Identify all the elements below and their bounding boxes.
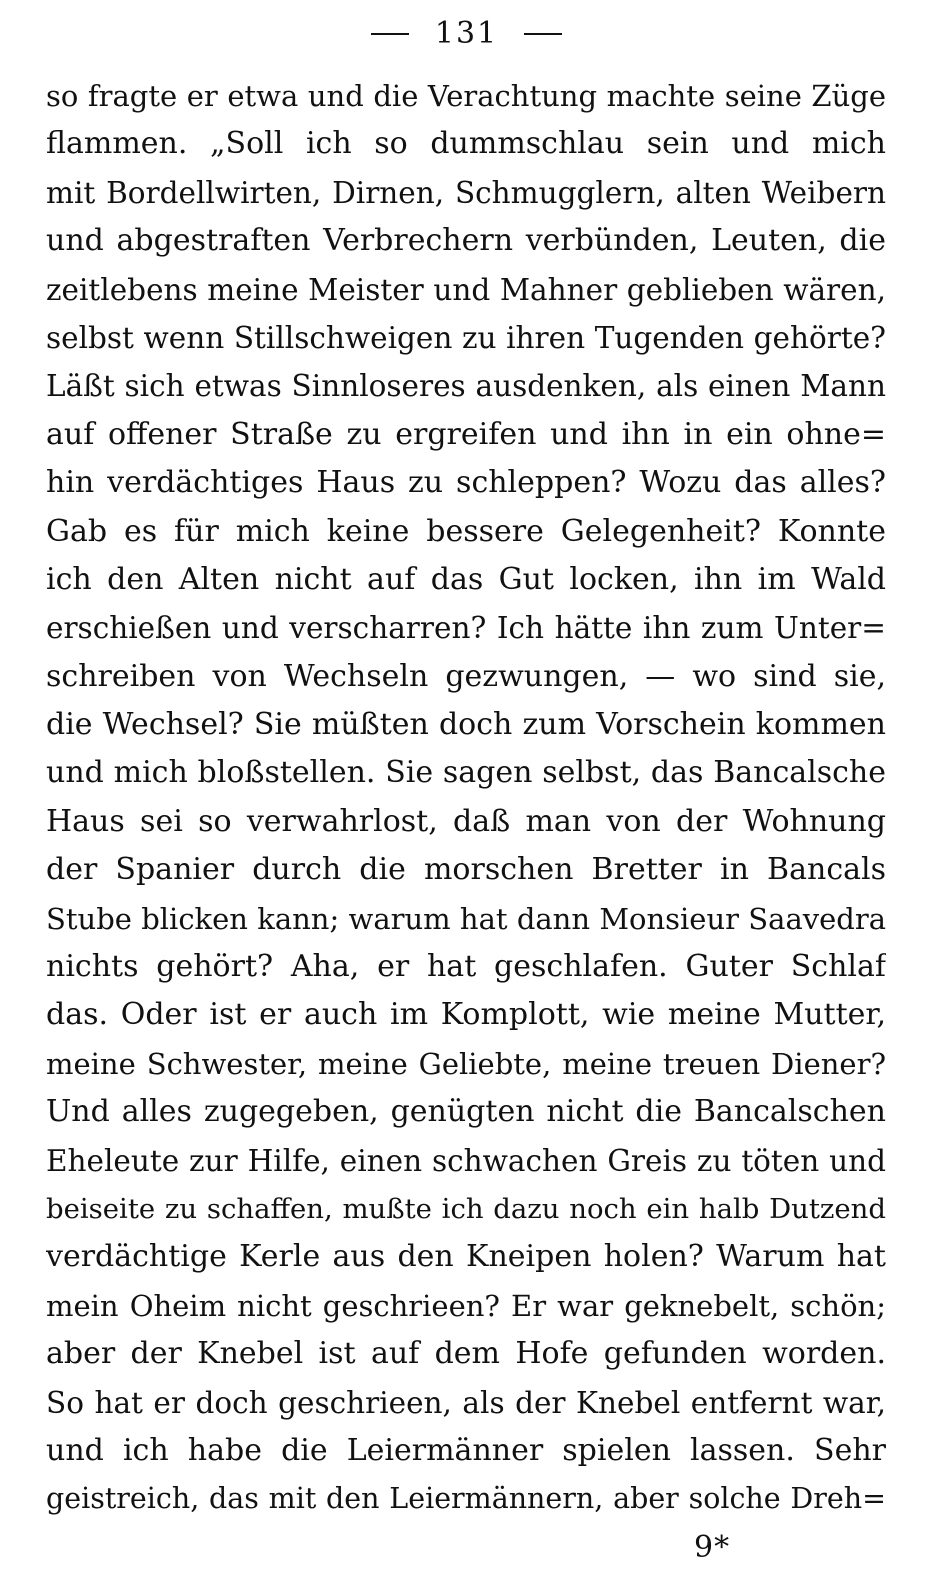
text-line: flammen. „Soll ich so dummschlau sein und mich xyxy=(46,126,886,162)
text-line: der Spanier durch die morschen Bretter in Bancals xyxy=(46,852,886,888)
text-line: Und alles zugegeben, genügten nicht die Bancalschen xyxy=(46,1094,886,1130)
text-line: Läßt sich etwas Sinnloseres ausdenken, als einen Mann xyxy=(46,369,886,404)
page-number: 131 xyxy=(434,16,499,51)
text-line: beiseite zu schaffen, mußte ich dazu noch ein halb Dutzend xyxy=(46,1192,886,1225)
text-line: mit Bordellwirten, Dirnen, Schmugglern, alten Weibern xyxy=(46,175,886,210)
text-line: so fragte er etwa und die Verachtung machte seine Züge xyxy=(46,79,886,113)
body-text xyxy=(46,72,886,1524)
left-dash xyxy=(371,33,409,35)
text-line: Stube blicken kann; warum hat dann Monsieur Saavedra xyxy=(46,901,886,936)
text-line: nichts gehört? Aha, er hat geschlafen. Guter Schlaf xyxy=(46,949,886,985)
text-line: zeitlebens meine Meister und Mahner geblieben wären, xyxy=(46,272,886,307)
text-line: verdächtige Kerle aus den Kneipen holen? Warum hat xyxy=(46,1239,886,1275)
text-line: Eheleute zur Hilfe, einen schwachen Greis zu töten und xyxy=(46,1143,886,1178)
text-line: mein Oheim nicht geschrieen? Er war geknebelt, schön; xyxy=(46,1288,886,1323)
text-line: erschießen und verscharren? Ich hätte ihn zum Unter= xyxy=(46,611,886,646)
printer-signature-mark: 9* xyxy=(694,1530,731,1565)
text-line: ich den Alten nicht auf das Gut locken, ihn im Wald xyxy=(46,561,886,597)
page-header xyxy=(0,14,933,54)
text-line: Gab es für mich keine bessere Gelegenheit? Konnte xyxy=(46,513,886,549)
text-line: aber der Knebel ist auf dem Hofe gefunden worden. xyxy=(46,1336,886,1372)
text-line: selbst wenn Stillschweigen zu ihren Tugenden gehörte? xyxy=(46,320,886,355)
text-line: geistreich, das mit den Leiermännern, aber solche Dreh= xyxy=(46,1482,886,1516)
text-line: meine Schwester, meine Geliebte, meine treuen Diener? xyxy=(46,1046,886,1081)
text-line: auf offener Straße zu ergreifen und ihn in ein ohne= xyxy=(46,416,886,452)
text-line: und ich habe die Leiermänner spielen lassen. Sehr xyxy=(46,1432,886,1468)
text-line: das. Oder ist er auch im Komplott, wie meine Mutter, xyxy=(46,997,886,1033)
text-line: Haus sei so verwahrlost, daß man von der Wohnung xyxy=(46,803,886,839)
text-line: die Wechsel? Sie müßten doch zum Vorschein kommen xyxy=(46,707,886,743)
text-line: So hat er doch geschrieen, als der Knebel entfernt war, xyxy=(46,1385,886,1420)
text-line: schreiben von Wechseln gezwungen, — wo sind sie, xyxy=(46,658,886,694)
text-line: und abgestraften Verbrechern verbünden, Leuten, die xyxy=(46,223,886,259)
text-line: hin verdächtiges Haus zu schleppen? Wozu das alles? xyxy=(46,465,886,501)
right-dash xyxy=(524,33,562,35)
text-line: und mich bloßstellen. Sie sagen selbst, das Bancalsche xyxy=(46,755,886,791)
